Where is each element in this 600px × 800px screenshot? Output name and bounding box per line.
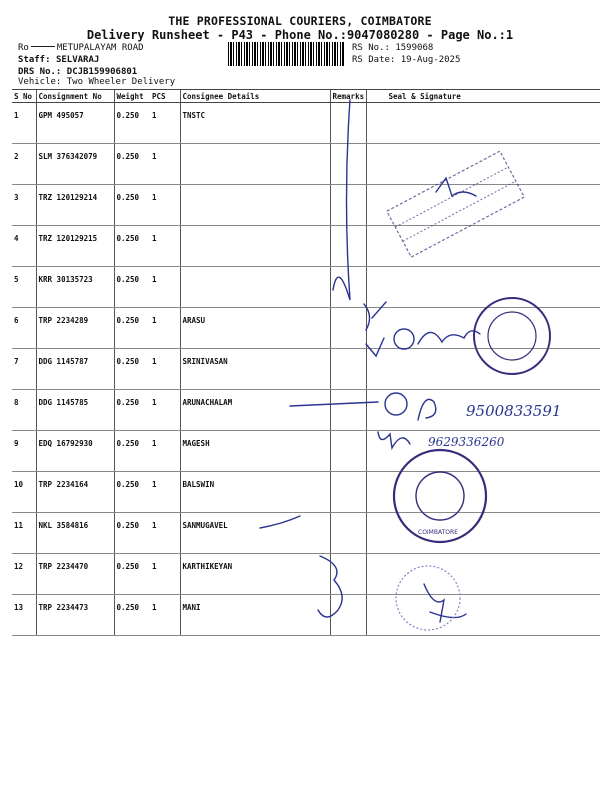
row-sno: 12 bbox=[12, 554, 36, 595]
row-weight: 0.250 bbox=[114, 267, 150, 308]
company-title: THE PROFESSIONAL COURIERS, COIMBATORE bbox=[168, 14, 432, 28]
table-row bbox=[12, 226, 600, 267]
drs-label: DRS No.: bbox=[18, 67, 62, 77]
row-pcs: 1 bbox=[150, 472, 180, 513]
table-row bbox=[12, 595, 600, 636]
row-sno: 1 bbox=[12, 103, 36, 144]
row-seal-signature bbox=[366, 267, 600, 308]
table-row bbox=[12, 349, 600, 390]
row-consignee bbox=[180, 144, 330, 185]
staff-value: SELVARAJ bbox=[55, 55, 100, 65]
table-row bbox=[12, 472, 600, 513]
row-seal-signature bbox=[366, 349, 600, 390]
row-remarks bbox=[330, 349, 366, 390]
row-pcs: 1 bbox=[150, 267, 180, 308]
row-sno: 8 bbox=[12, 390, 36, 431]
row-seal-signature bbox=[366, 390, 600, 431]
row-pcs: 1 bbox=[150, 308, 180, 349]
col-consignee: Consignee Details bbox=[180, 90, 330, 103]
table-header-row bbox=[12, 90, 600, 103]
row-pcs: 1 bbox=[150, 554, 180, 595]
row-weight: 0.250 bbox=[114, 144, 150, 185]
row-consignment-no: DDG 1145785 bbox=[36, 390, 114, 431]
row-consignment-no: TRP 2234289 bbox=[36, 308, 114, 349]
row-pcs: 1 bbox=[150, 595, 180, 636]
row-seal-signature bbox=[366, 185, 600, 226]
col-consignment: Consignment No bbox=[36, 90, 114, 103]
table-row bbox=[12, 431, 600, 472]
row-consignment-no: TRP 2234164 bbox=[36, 472, 114, 513]
row-sno: 7 bbox=[12, 349, 36, 390]
row-remarks bbox=[330, 267, 366, 308]
row-seal-signature bbox=[366, 513, 600, 554]
row-seal-signature bbox=[366, 144, 600, 185]
row-weight: 0.250 bbox=[114, 595, 150, 636]
row-consignment-no: NKL 3584816 bbox=[36, 513, 114, 554]
row-remarks bbox=[330, 472, 366, 513]
row-seal-signature bbox=[366, 554, 600, 595]
row-weight: 0.250 bbox=[114, 390, 150, 431]
row-sno: 10 bbox=[12, 472, 36, 513]
row-consignment-no: EDQ 16792930 bbox=[36, 431, 114, 472]
row-pcs: 1 bbox=[150, 431, 180, 472]
row-consignee: SRINIVASAN bbox=[180, 349, 330, 390]
row-consignee: MANI bbox=[180, 595, 330, 636]
row-seal-signature bbox=[366, 431, 600, 472]
row-pcs: 1 bbox=[150, 103, 180, 144]
row-remarks bbox=[330, 513, 366, 554]
row-seal-signature bbox=[366, 103, 600, 144]
row-weight: 0.250 bbox=[114, 308, 150, 349]
vehicle-line: Vehicle: Two Wheeler Delivery bbox=[18, 77, 176, 87]
col-sno: S No bbox=[12, 90, 36, 103]
row-pcs: 1 bbox=[150, 513, 180, 554]
table-row bbox=[12, 554, 600, 595]
row-pcs: 1 bbox=[150, 185, 180, 226]
row-seal-signature bbox=[366, 595, 600, 636]
row-pcs: 1 bbox=[150, 390, 180, 431]
row-sno: 13 bbox=[12, 595, 36, 636]
row-consignment-no: DDG 1145787 bbox=[36, 349, 114, 390]
row-consignee: MAGESH bbox=[180, 431, 330, 472]
row-sno: 2 bbox=[12, 144, 36, 185]
handwritten-phone-1: 9500833591 bbox=[466, 402, 562, 420]
rs-number: RS No.: 1599068 bbox=[352, 43, 434, 53]
row-weight: 0.250 bbox=[114, 226, 150, 267]
col-weight: Weight bbox=[114, 90, 150, 103]
row-weight: 0.250 bbox=[114, 472, 150, 513]
row-consignment-no: TRP 2234473 bbox=[36, 595, 114, 636]
row-remarks bbox=[330, 144, 366, 185]
row-remarks bbox=[330, 554, 366, 595]
row-weight: 0.250 bbox=[114, 103, 150, 144]
route-prefix: Ro bbox=[18, 43, 29, 53]
row-consignment-no: TRP 2234470 bbox=[36, 554, 114, 595]
table-row bbox=[12, 185, 600, 226]
row-consignee bbox=[180, 185, 330, 226]
table-row bbox=[12, 513, 600, 554]
runsheet-table bbox=[12, 89, 600, 636]
row-weight: 0.250 bbox=[114, 431, 150, 472]
stamp-text-coimbatore: COIMBATORE bbox=[418, 529, 458, 536]
row-consignee: BALSWIN bbox=[180, 472, 330, 513]
barcode bbox=[228, 42, 345, 66]
staff-label: Staff: bbox=[18, 55, 51, 65]
drs-value: DCJB159906801 bbox=[66, 67, 138, 77]
row-seal-signature bbox=[366, 308, 600, 349]
row-consignee: ARUNACHALAM bbox=[180, 390, 330, 431]
row-pcs: 1 bbox=[150, 349, 180, 390]
row-consignee: TNSTC bbox=[180, 103, 330, 144]
row-sno: 5 bbox=[12, 267, 36, 308]
row-weight: 0.250 bbox=[114, 349, 150, 390]
table-row bbox=[12, 308, 600, 349]
row-consignment-no: GPM 495057 bbox=[36, 103, 114, 144]
row-remarks bbox=[330, 308, 366, 349]
row-remarks bbox=[330, 390, 366, 431]
row-weight: 0.250 bbox=[114, 513, 150, 554]
handwritten-phone-2: 9629336260 bbox=[428, 435, 505, 449]
row-consignee bbox=[180, 226, 330, 267]
row-consignee: SANMUGAVEL bbox=[180, 513, 330, 554]
table-row bbox=[12, 144, 600, 185]
runsheet-subtitle: Delivery Runsheet - P43 - Phone No.:9047080280 - Page No.:1 bbox=[86, 28, 514, 42]
row-consignee: ARASU bbox=[180, 308, 330, 349]
row-sno: 11 bbox=[12, 513, 36, 554]
row-remarks bbox=[330, 226, 366, 267]
row-consignment-no: TRZ 120129215 bbox=[36, 226, 114, 267]
route-value: METUPALAYAM ROAD bbox=[56, 43, 144, 53]
row-sno: 3 bbox=[12, 185, 36, 226]
row-remarks bbox=[330, 103, 366, 144]
row-remarks bbox=[330, 185, 366, 226]
row-remarks bbox=[330, 431, 366, 472]
table-row bbox=[12, 267, 600, 308]
table-row bbox=[12, 103, 600, 144]
row-sno: 6 bbox=[12, 308, 36, 349]
col-remarks: Remarks bbox=[330, 90, 366, 103]
rs-date: RS Date: 19-Aug-2025 bbox=[352, 55, 461, 65]
row-seal-signature bbox=[366, 226, 600, 267]
row-consignee bbox=[180, 267, 330, 308]
row-sno: 9 bbox=[12, 431, 36, 472]
row-consignment-no: KRR 30135723 bbox=[36, 267, 114, 308]
row-consignment-no: TRZ 120129214 bbox=[36, 185, 114, 226]
row-seal-signature bbox=[366, 472, 600, 513]
row-pcs: 1 bbox=[150, 226, 180, 267]
col-pcs: PCS bbox=[150, 90, 180, 103]
row-remarks bbox=[330, 595, 366, 636]
col-seal-signature: Seal & Signature bbox=[366, 90, 600, 103]
table-row bbox=[12, 390, 600, 431]
row-sno: 4 bbox=[12, 226, 36, 267]
row-pcs: 1 bbox=[150, 144, 180, 185]
row-weight: 0.250 bbox=[114, 554, 150, 595]
row-consignee: KARTHIKEYAN bbox=[180, 554, 330, 595]
row-consignment-no: SLM 376342079 bbox=[36, 144, 114, 185]
row-weight: 0.250 bbox=[114, 185, 150, 226]
